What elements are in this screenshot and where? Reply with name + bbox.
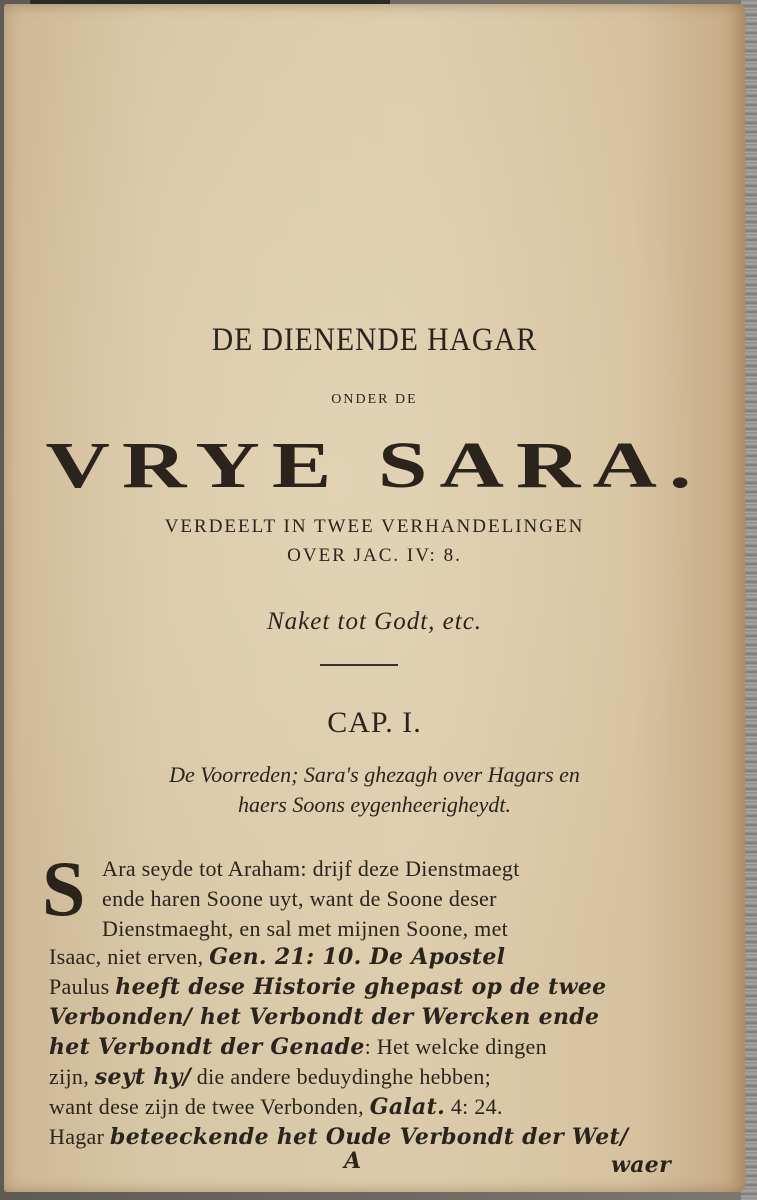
chapter-label: CAP. I.: [327, 706, 422, 739]
signature-mark: A: [344, 1148, 362, 1174]
text-line: Ara seyde tot Araham: drijf deze Dienstmaegt: [102, 856, 520, 881]
divider-rule: [320, 664, 398, 666]
text-line: [49, 1032, 547, 1062]
body-text: [4, 845, 745, 1190]
text-line: [49, 972, 606, 1002]
text-line: [49, 1122, 628, 1152]
title-connector: ONDER DE: [331, 392, 418, 407]
blackletter-run: seyt hy/: [94, 1064, 191, 1090]
subtitle-line-1: VERDEELT IN TWEE VERHANDELINGEN: [164, 516, 585, 537]
text-line: [49, 1092, 503, 1122]
main-title: VRYE SARA.: [45, 429, 704, 502]
book-page: [4, 4, 745, 1192]
text-line: [49, 942, 505, 972]
title-line: DE DIENENDE HAGAR: [211, 322, 538, 358]
text-run: want dese zijn de twee Verbonden,: [49, 1094, 370, 1119]
motto: Naket tot Godt, etc.: [266, 608, 483, 635]
subtitle-line-2: OVER JAC. IV: 8.: [287, 545, 462, 566]
text-run: : Het welcke dingen: [364, 1034, 547, 1059]
chapter-rubric-line-2: haers Soons eygenheerigheydt.: [237, 792, 512, 817]
blackletter-run: De Apostel: [361, 944, 506, 970]
blackletter-line: Verbonden/ het Verbondt der Wercken ende: [49, 1004, 600, 1030]
drop-cap: S: [42, 845, 86, 932]
text-line: Dienstmaeght, en sal met mijnen Soone, met: [102, 916, 509, 941]
blackletter-run: Galat.: [369, 1094, 446, 1120]
blackletter-run: beteeckende het Oude Verbondt der Wet/: [110, 1124, 629, 1150]
blackletter-run: Gen. 21: 10.: [209, 944, 362, 970]
text-line: ende haren Soone uyt, want de Soone deser: [102, 886, 497, 911]
chapter-rubric-line-1: De Voorreden; Sara's ghezagh over Hagars en: [169, 762, 580, 787]
text-run: Isaac, niet erven,: [49, 944, 210, 969]
text-run: die andere beduydinghe hebben;: [191, 1064, 492, 1089]
text-run: Hagar: [49, 1124, 111, 1149]
text-line: [49, 1062, 491, 1092]
text-run: zijn,: [49, 1064, 95, 1089]
catchword: waer: [611, 1152, 671, 1178]
blackletter-run: heeft dese Historie ghepast op de twee: [115, 974, 607, 1000]
text-run: Paulus: [49, 974, 116, 999]
text-run: 4: 24.: [445, 1094, 503, 1119]
blackletter-run: het Verbondt der Genade: [49, 1034, 365, 1060]
